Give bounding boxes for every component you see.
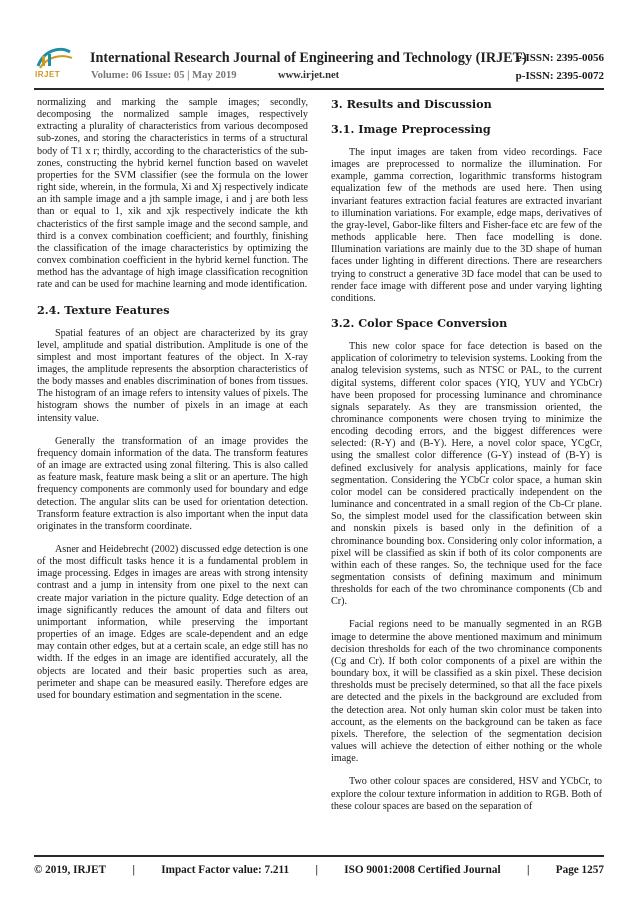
paragraph: Generally the transformation of an image provides the frequency domain information of the data. The transform features of an image are extracted using zonal filtering. This is also called as feature mask, feature mask being a slit or an aperture. The high frequency components are commonly used for boundary and edge detection. The angular slits can be used for orientation detection. Transform feature extraction is also important when the input data originates in the transform coordinate.	[37, 435, 308, 532]
footer-copyright: © 2019, IRJET	[34, 864, 107, 876]
footer-iso: ISO 9001:2008 Certified Journal	[344, 864, 501, 876]
logo-text: IRJET	[35, 70, 61, 79]
page-footer	[34, 864, 604, 876]
journal-website-link[interactable]: www.irjet.net	[278, 70, 340, 81]
journal-title: International Research Journal of Engineering and Technology (IRJET)	[90, 50, 527, 66]
paragraph: This new color space for face detection is based on the application of colorimetry to television systems. Looking from the analog television systems, such as NTSC or PAL, to the current digital systems, different color spaces (YIQ, YUV and YCbCr) have been proposed for processing luminance and chrominance signals separately. As they are transmission oriented, the chrominance components were chosen trying to minimize the encoding decoding errors, and the biggest differences were selected: (R-Y) and (B-Y). Here, a novel color space, YCgCr, using the smallest color difference (G-Y) instead of (B-Y) is defined exclusively for analysis applications, mainly for face segmentation. Considering the YCbCr color space, a human skin color model can be considered practically independent on the luminance and concentrated in a small region of the Cb-Cr plane. So, the simplest model used for the classification between skin and nonskin pixels is based only in the definition of a chrominance bounding box. Considering only color information, a pixel will be classified as skin if both of its color components are within each of these ranges. So, the technique used for the face segmentation consists of defining maximum and minimum thresholds for each of the two chrominance components (Cb and Cr).	[331, 341, 602, 608]
footer-separator: |	[315, 864, 318, 876]
section-heading-color-space: 3.2. Color Space Conversion	[331, 316, 508, 331]
footer-rule	[34, 855, 604, 857]
paragraph: Facial regions need to be manually segmented in an RGB image to determine the above mentioned maximum and minimum decision thresholds for each of the two chrominance components (Cg and Cr). If both color components of a pixel are within the boundary box, it will be classified as a skin pixel. These decision thresholds must be precisely determined, so that all the face pixels are detected and the pixels in the background are excluded from the detection area. Not only human skin color must be taken into account, as the elements on the background can be taken as face pixels. Therefore, the selection of the segmentation decision values will achieve the detection of either nothing or the whole image.	[331, 619, 602, 765]
p-issn: p-ISSN: 2395-0072	[515, 70, 604, 82]
header-rule	[34, 88, 604, 90]
paragraph: Two other colour spaces are considered, HSV and YCbCr, to explore the colour texture information in addition to RGB. Both of these colour spaces are based on the separation of	[331, 776, 602, 812]
footer-separator: |	[132, 864, 135, 876]
section-heading-preprocessing: 3.1. Image Preprocessing	[331, 122, 491, 136]
left-column	[37, 97, 308, 713]
footer-impact-factor: Impact Factor value: 7.211	[161, 864, 290, 876]
footer-separator: |	[526, 864, 530, 876]
paragraph: normalizing and marking the sample images; secondly, decomposing the normalized sample images, respectively extracting a plurality of characteristics from various decomposed sub-zones, and storing the characteristics in terms of a structural body of T1 x r; thirdly, according to the characteristics of the sub-zones, constructing the hybrid kernel function based on wavelet properties for the SVM classifier (see the formula on the lower right side, wherein, in the formula, Xi and Xj respectively indicate an ith sample image and a jth sample image, i and j are both less than or equal to 1, xik and xjk respectively indicate the kth chacteristics of the first sample image and the second sample, and third is a convex combination coefficient; and fourthly, finishing the classification of the image characteristics by optimizing the convex combination coefficient in the hybrid kernel function. The method has the advantage of high image classification recognition rate and can be used for machine learning and mode identification.	[37, 97, 308, 291]
page-header	[34, 44, 604, 84]
section-heading-results: 3. Results and Discussion	[331, 97, 492, 111]
paragraph: Spatial features of an object are characterized by its gray level, amplitude and spatial distribution. Amplitude is one of the simplest and most important features of the object. In X-ray images, the amplitude represents the absorption characteristics of the body masses and enables discrimination of bones from tissues. The histogram of an image refers to intensity values of pixels. The histogram shows the number of pixels in an image at each intensity value.	[37, 327, 308, 424]
irjet-logo	[34, 44, 74, 84]
paragraph: The input images are taken from video recordings. Face images are preprocessed to normalize the illumination. For example, gamma correction, logarithmic transforms histogram equalization few of the methods are used here. Then using invariant features extraction facial features are extracted invariant to illumination variations. For example, edge maps, derivatives of the gray-level, Gabor-like filters and Fisher-face etc are few of the methods applicable here. Then face modelling is done. Illumination variations are mainly due to the 3D shape of human faces under lighting in different directions. There are researchers trying to construct a generative 3D face model that can be used to render face image with different pose and under varying lighting conditions.	[331, 147, 602, 304]
section-heading-texture: 2.4. Texture Features	[37, 302, 170, 317]
footer-page-number: Page 1257	[555, 864, 604, 876]
e-issn: e-ISSN: 2395-0056	[516, 52, 604, 64]
right-column	[331, 97, 602, 824]
volume-issue: Volume: 06 Issue: 05 | May 2019	[91, 70, 237, 81]
paragraph: Asner and Heidebrecht (2002) discussed edge detection is one of the most difficult tasks hence it is a fundamental problem in image processing. Edges in images are areas with strong intensity contrast and a jump in intensity from one pixel to the next can create major variation in the picture quality. Edge detection of an image significantly reduces the amount of data and filters out unimportant information, while preserving the important properties of an image. Edges are scale-dependent and an edge may contain other edges, but at a certain scale, an edge still has no width. If the edges in an image are identified accurately, all the objects are located and their basic properties such as area, perimeter and shape can be measured easily. Therefore edges are used for boundary estimation and segmentation in the scene.	[37, 544, 308, 701]
